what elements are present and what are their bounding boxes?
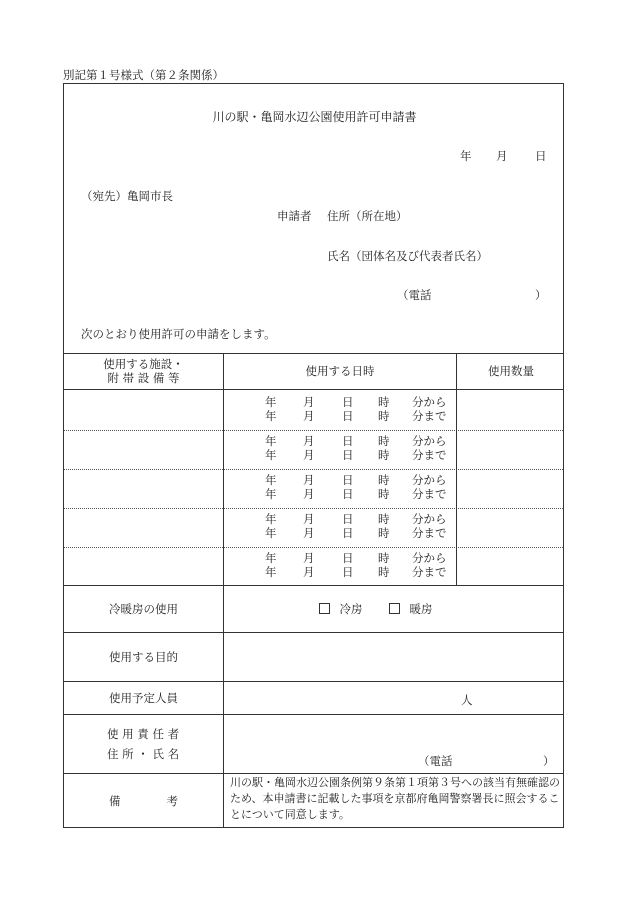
datetime-day-unit: 日 xyxy=(342,395,354,409)
datetime-year-unit: 年 xyxy=(265,448,277,462)
purpose-label: 使用する目的 xyxy=(109,649,178,664)
datetime-from-unit: 分から xyxy=(412,395,447,409)
datetime-year-unit: 年 xyxy=(265,434,277,448)
manager-phone-close: ） xyxy=(543,754,555,768)
datetime-hour-unit: 時 xyxy=(378,551,390,565)
header-datetime: 使用する日時 xyxy=(305,364,375,378)
datetime-hour-unit: 時 xyxy=(378,434,390,448)
datetime-from-unit: 分から xyxy=(412,434,447,448)
applicant-name-label: 氏名（団体名及び代表者氏名） xyxy=(327,249,488,263)
attendees-unit: 人 xyxy=(461,693,473,707)
applicant-phone-label: （電話 xyxy=(397,288,432,302)
applicant-label: 申請者 xyxy=(277,209,312,223)
manager-phone-label: （電話 xyxy=(418,754,453,768)
datetime-day-unit: 日 xyxy=(342,409,354,423)
datetime-from-unit: 分から xyxy=(412,473,447,487)
datetime-month-unit: 月 xyxy=(303,395,315,409)
hvac-label: 冷暖房の使用 xyxy=(109,601,178,616)
application-form xyxy=(63,83,564,828)
remarks-label: 備 考 xyxy=(109,793,178,808)
quantity-cell[interactable] xyxy=(457,508,565,546)
date-year: 年 xyxy=(460,149,472,163)
datetime-month-unit: 月 xyxy=(303,551,315,565)
date-day: 日 xyxy=(535,149,547,163)
datetime-month-unit: 月 xyxy=(303,434,315,448)
facility-cell[interactable] xyxy=(64,547,223,585)
datetime-month-unit: 月 xyxy=(303,565,315,579)
datetime-month-unit: 月 xyxy=(303,409,315,423)
datetime-hour-unit: 時 xyxy=(378,565,390,579)
datetime-year-unit: 年 xyxy=(265,565,277,579)
datetime-hour-unit: 時 xyxy=(378,473,390,487)
facility-cell[interactable] xyxy=(64,430,223,468)
datetime-hour-unit: 時 xyxy=(378,395,390,409)
cooling-label: 冷房 xyxy=(339,601,363,616)
datetime-day-unit: 日 xyxy=(342,565,354,579)
quantity-cell[interactable] xyxy=(457,469,565,507)
datetime-day-unit: 日 xyxy=(342,512,354,526)
datetime-hour-unit: 時 xyxy=(378,409,390,423)
heating-checkbox[interactable] xyxy=(389,603,400,614)
datetime-to-unit: 分まで xyxy=(412,487,447,501)
datetime-to-unit: 分まで xyxy=(412,409,447,423)
facility-cell[interactable] xyxy=(64,389,223,427)
datetime-year-unit: 年 xyxy=(265,473,277,487)
form-title: 川の駅・亀岡水辺公園使用許可申請書 xyxy=(212,110,417,124)
datetime-to-unit: 分まで xyxy=(412,448,447,462)
datetime-hour-unit: 時 xyxy=(378,487,390,501)
datetime-hour-unit: 時 xyxy=(378,526,390,540)
datetime-month-unit: 月 xyxy=(303,487,315,501)
datetime-year-unit: 年 xyxy=(265,512,277,526)
request-statement: 次のとおり使用許可の申請をします。 xyxy=(81,327,276,341)
attendees-field[interactable] xyxy=(224,681,565,714)
datetime-day-unit: 日 xyxy=(342,448,354,462)
datetime-from-unit: 分から xyxy=(412,512,447,526)
manager-label: 使 用 責 任 者 住 所 ・ 氏 名 xyxy=(107,726,180,761)
quantity-cell[interactable] xyxy=(457,389,565,427)
heating-label: 暖房 xyxy=(409,601,433,616)
form-number-label: 別記第１号様式（第２条関係） xyxy=(63,68,224,82)
datetime-day-unit: 日 xyxy=(342,526,354,540)
attendees-label: 使用予定人員 xyxy=(109,690,178,705)
purpose-field[interactable] xyxy=(224,632,565,681)
datetime-hour-unit: 時 xyxy=(378,448,390,462)
datetime-to-unit: 分まで xyxy=(412,526,447,540)
datetime-year-unit: 年 xyxy=(265,487,277,501)
datetime-year-unit: 年 xyxy=(265,395,277,409)
addressee: （宛先）亀岡市長 xyxy=(81,189,173,203)
applicant-phone-close: ） xyxy=(535,288,547,302)
datetime-year-unit: 年 xyxy=(265,409,277,423)
datetime-to-unit: 分まで xyxy=(412,565,447,579)
datetime-day-unit: 日 xyxy=(342,434,354,448)
cooling-checkbox[interactable] xyxy=(319,603,330,614)
quantity-cell[interactable] xyxy=(457,547,565,585)
facility-cell[interactable] xyxy=(64,508,223,546)
datetime-month-unit: 月 xyxy=(303,526,315,540)
quantity-cell[interactable] xyxy=(457,430,565,468)
datetime-day-unit: 日 xyxy=(342,551,354,565)
datetime-month-unit: 月 xyxy=(303,512,315,526)
datetime-month-unit: 月 xyxy=(303,448,315,462)
datetime-day-unit: 日 xyxy=(342,473,354,487)
header-facility: 使用する施設・ 附 帯 設 備 等 xyxy=(103,357,184,385)
datetime-hour-unit: 時 xyxy=(378,512,390,526)
datetime-from-unit: 分から xyxy=(412,551,447,565)
datetime-day-unit: 日 xyxy=(342,487,354,501)
applicant-address-label: 住所（所在地） xyxy=(327,209,408,223)
remarks-text: 川の駅・亀岡水辺公園条例第９条第１項第３号への該当有無確認のため、本申請書に記載した事項を京都府亀岡警察署長に照会することについて同意します。 xyxy=(230,776,560,821)
manager-field[interactable] xyxy=(224,714,565,773)
date-month: 月 xyxy=(496,149,508,163)
datetime-year-unit: 年 xyxy=(265,551,277,565)
datetime-year-unit: 年 xyxy=(265,526,277,540)
hvac-options xyxy=(224,585,565,632)
datetime-month-unit: 月 xyxy=(303,473,315,487)
header-quantity: 使用数量 xyxy=(488,364,534,378)
facility-cell[interactable] xyxy=(64,469,223,507)
